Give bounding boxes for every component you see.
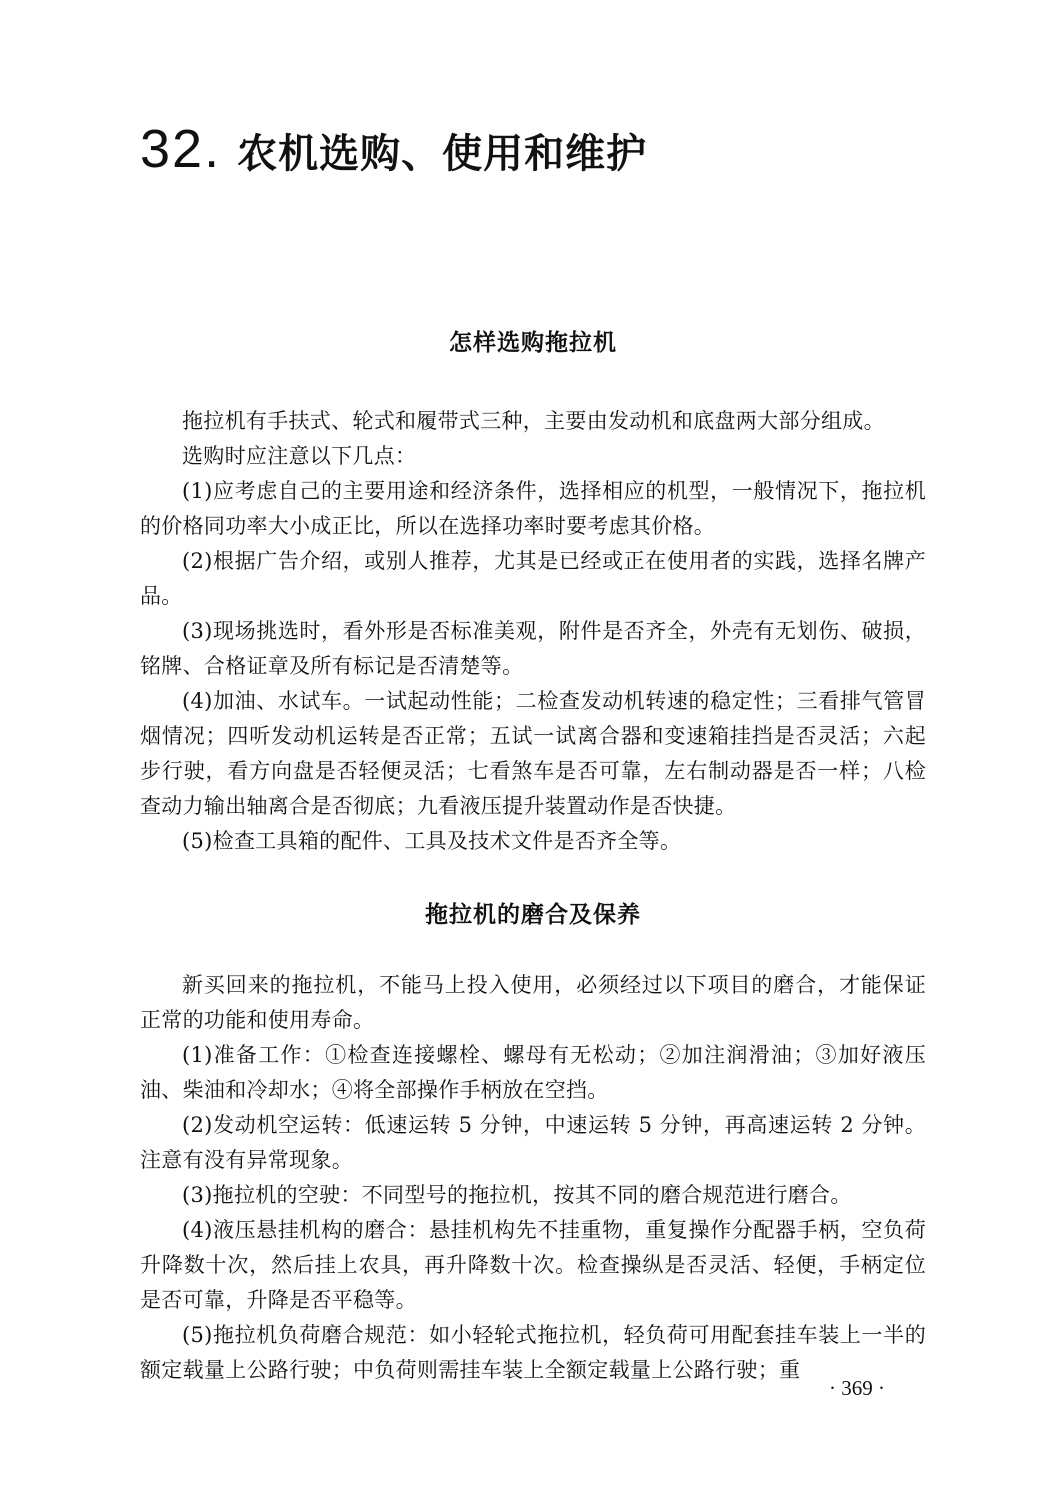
chapter-number: 32 <box>140 119 205 179</box>
paragraph: (5)检查工具箱的配件、工具及技术文件是否齐全等。 <box>182 829 682 853</box>
paragraph: 选购时应注意以下几点： <box>182 444 417 468</box>
section-tractor-purchase <box>140 326 926 859</box>
chapter-title <box>140 118 647 180</box>
paragraph: (2)根据广告介绍，或别人推荐，尤其是已经或正在使用者的实践，选择名牌产品。 <box>140 549 926 608</box>
paragraph: (1)准备工作：①检查连接螺栓、螺母有无松动；②加注润滑油；③加好液压油、柴油和冷却水；④将全部操作手柄放在空挡。 <box>140 1043 926 1102</box>
paragraph: (5)拖拉机负荷磨合规范：如小轻轮式拖拉机，轻负荷可用配套挂车装上一半的额定载量上公路行驶；中负荷则需挂车装上全额定载量上公路行驶；重 <box>140 1323 926 1382</box>
paragraph: 新买回来的拖拉机，不能马上投入使用，必须经过以下项目的磨合，才能保证正常的功能和使用寿命。 <box>140 973 926 1032</box>
paragraph: (1)应考虑自己的主要用途和经济条件，选择相应的机型，一般情况下，拖拉机的价格同功率大小成正比，所以在选择功率时要考虑其价格。 <box>140 479 926 538</box>
paragraph: (3)现场挑选时，看外形是否标准美观，附件是否齐全，外壳有无划伤、破损，铭牌、合格证章及所有标记是否清楚等。 <box>140 619 926 678</box>
chapter-number-dot: . <box>204 119 220 179</box>
section-heading: 拖拉机的磨合及保养 <box>425 902 641 928</box>
chapter-name: 农机选购、使用和维护 <box>237 131 648 177</box>
page-number: · 369 · <box>829 1376 885 1400</box>
paragraph: (3)拖拉机的空驶：不同型号的拖拉机，按其不同的磨合规范进行磨合。 <box>182 1183 852 1207</box>
section-tractor-break-in <box>140 898 926 1388</box>
section-heading: 怎样选购拖拉机 <box>449 330 617 356</box>
paragraph: 拖拉机有手扶式、轮式和履带式三种，主要由发动机和底盘两大部分组成。 <box>182 409 885 433</box>
paragraph: (4)液压悬挂机构的磨合：悬挂机构先不挂重物，重复操作分配器手柄，空负荷升降数十次，然后挂上农具，再升降数十次。检查操纵是否灵活、轻便，手柄定位是否可靠，升降是否平稳等。 <box>140 1218 926 1312</box>
paragraph: (4)加油、水试车。一试起动性能；二检查发动机转速的稳定性；三看排气管冒烟情况；四听发动机运转是否正常；五试一试离合器和变速箱挂挡是否灵活；六起步行驶，看方向盘是否轻便灵活；七看煞车是否可靠，左右制动器是否一样；八检查动力输出轴离合是否彻底；九看液压提升装置动作是否快捷。 <box>140 689 926 818</box>
paragraph: (2)发动机空运转：低速运转 5 分钟，中速运转 5 分钟，再高速运转 2 分钟。注意有没有异常现象。 <box>140 1113 926 1172</box>
